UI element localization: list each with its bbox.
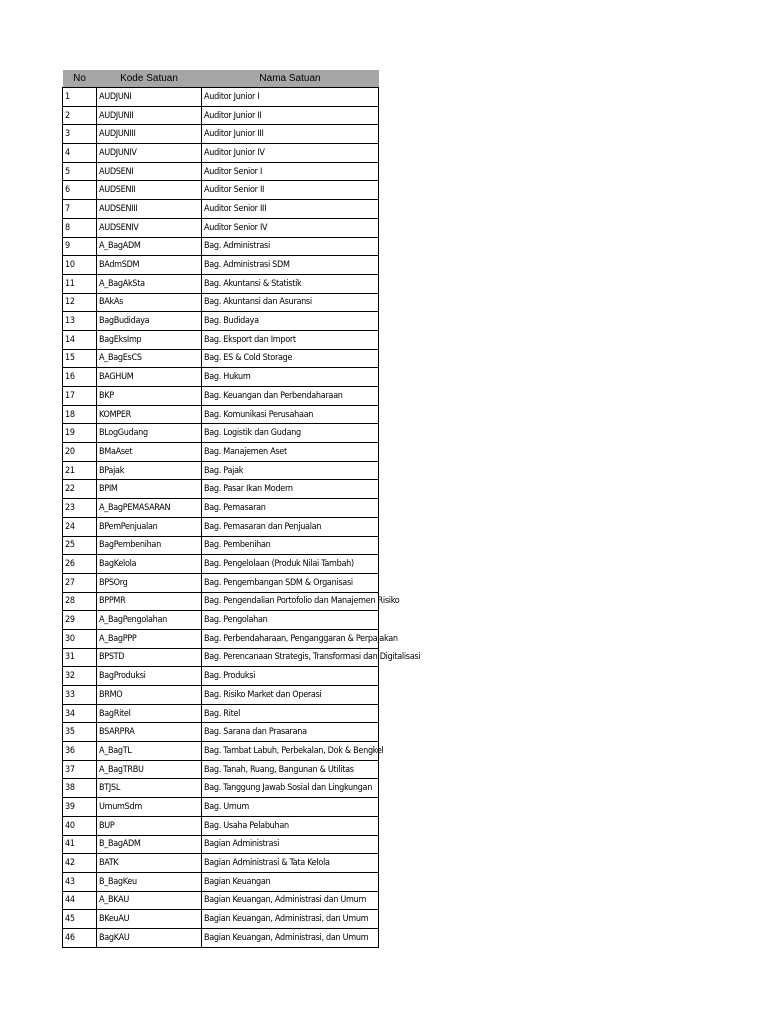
cell-nama-satuan xyxy=(202,704,379,723)
cell-no: 46 xyxy=(63,928,97,947)
table-row xyxy=(63,274,379,293)
cell-nama-satuan xyxy=(202,312,379,331)
cell-kode-satuan: BLogGudang xyxy=(97,424,202,443)
cell-no: 30 xyxy=(63,629,97,648)
cell-no: 24 xyxy=(63,517,97,536)
cell-nama-satuan xyxy=(202,910,379,929)
cell-nama-satuan xyxy=(202,592,400,611)
cell-nama-satuan-text: Auditor Senior I xyxy=(204,166,263,177)
table-row xyxy=(63,88,379,107)
cell-nama-satuan-text: Bag. Administrasi xyxy=(204,241,270,252)
cell-nama-satuan-text: Auditor Junior III xyxy=(204,129,264,140)
cell-nama-satuan xyxy=(202,667,379,686)
cell-kode-satuan: BPSTD xyxy=(97,648,202,667)
cell-kode-satuan: A_BagPEMASARAN xyxy=(97,499,202,518)
table-row xyxy=(63,181,379,200)
cell-no: 17 xyxy=(63,387,97,406)
cell-nama-satuan xyxy=(202,349,379,368)
table-row xyxy=(63,293,379,312)
cell-kode-satuan: BPPMR xyxy=(97,592,202,611)
cell-no: 42 xyxy=(63,854,97,873)
cell-no: 25 xyxy=(63,536,97,555)
cell-nama-satuan-text: Bag. Manajemen Aset xyxy=(204,446,287,457)
cell-nama-satuan-text: Bag. Pemasaran dan Penjualan xyxy=(204,521,322,532)
cell-no: 44 xyxy=(63,891,97,910)
cell-nama-satuan xyxy=(202,648,421,667)
cell-nama-satuan xyxy=(202,555,379,574)
cell-no: 28 xyxy=(63,592,97,611)
cell-nama-satuan xyxy=(202,499,379,518)
cell-kode-satuan: BUP xyxy=(97,816,202,835)
table-row xyxy=(63,723,379,742)
cell-nama-satuan-text: Bag. Eksport dan Import xyxy=(204,334,296,345)
cell-nama-satuan-text: Bag. Tanah, Ruang, Bangunan & Utilitas xyxy=(204,764,354,775)
cell-kode-satuan: AUDSENIII xyxy=(97,200,202,219)
cell-nama-satuan xyxy=(202,798,379,817)
table-row xyxy=(63,218,379,237)
cell-no: 35 xyxy=(63,723,97,742)
cell-kode-satuan: BMaAset xyxy=(97,443,202,462)
cell-nama-satuan xyxy=(202,405,379,424)
cell-nama-satuan-text: Bag. Pengelolaan (Produk Nilai Tambah) xyxy=(204,559,354,570)
cell-no: 13 xyxy=(63,312,97,331)
cell-kode-satuan: BKeuAU xyxy=(97,910,202,929)
cell-nama-satuan-text: Bag. Keuangan dan Perbendaharaan xyxy=(204,390,343,401)
cell-kode-satuan: BAGHUM xyxy=(97,368,202,387)
cell-no: 41 xyxy=(63,835,97,854)
cell-no: 36 xyxy=(63,742,97,761)
table-row xyxy=(63,854,379,873)
cell-no: 45 xyxy=(63,910,97,929)
cell-no: 34 xyxy=(63,704,97,723)
cell-nama-satuan-text: Bag. Sarana dan Prasarana xyxy=(204,727,307,738)
cell-no: 12 xyxy=(63,293,97,312)
cell-nama-satuan-text: Bag. Umum xyxy=(204,801,249,812)
table-row xyxy=(63,667,379,686)
cell-nama-satuan xyxy=(202,200,379,219)
cell-no: 5 xyxy=(63,162,97,181)
table-row xyxy=(63,798,379,817)
cell-kode-satuan: AUDJUNIII xyxy=(97,125,202,144)
cell-no: 38 xyxy=(63,779,97,798)
cell-no: 40 xyxy=(63,816,97,835)
table-row xyxy=(63,256,379,275)
cell-kode-satuan: AUDSENII xyxy=(97,181,202,200)
cell-kode-satuan: A_BagTL xyxy=(97,742,202,761)
cell-kode-satuan: BSARPRA xyxy=(97,723,202,742)
cell-no: 32 xyxy=(63,667,97,686)
cell-no: 21 xyxy=(63,461,97,480)
cell-nama-satuan-text: Auditor Junior IV xyxy=(204,147,265,158)
table-row xyxy=(63,872,379,891)
cell-nama-satuan xyxy=(202,144,379,163)
cell-no: 9 xyxy=(63,237,97,256)
cell-nama-satuan-text: Bag. Pemasaran xyxy=(204,502,266,513)
cell-nama-satuan-text: Auditor Junior II xyxy=(204,110,262,121)
table-row xyxy=(63,629,379,648)
cell-kode-satuan: AUDSENI xyxy=(97,162,202,181)
cell-no: 39 xyxy=(63,798,97,817)
cell-nama-satuan xyxy=(202,256,379,275)
cell-no: 18 xyxy=(63,405,97,424)
table-row xyxy=(63,592,379,611)
cell-kode-satuan: BTJSL xyxy=(97,779,202,798)
cell-no: 6 xyxy=(63,181,97,200)
cell-nama-satuan xyxy=(202,629,398,648)
cell-nama-satuan-text: Bag. Pembenihan xyxy=(204,540,271,551)
cell-nama-satuan xyxy=(202,293,379,312)
cell-no: 31 xyxy=(63,648,97,667)
cell-no: 20 xyxy=(63,443,97,462)
cell-kode-satuan: A_BagAkSta xyxy=(97,274,202,293)
cell-no: 10 xyxy=(63,256,97,275)
cell-nama-satuan-text: Bag. Tambat Labuh, Perbekalan, Dok & Bengkel xyxy=(204,745,384,756)
table-row xyxy=(63,125,379,144)
table-row xyxy=(63,910,379,929)
table-row xyxy=(63,312,379,331)
cell-nama-satuan xyxy=(202,686,379,705)
cell-nama-satuan-text: Bag. Pengolahan xyxy=(204,615,268,626)
cell-no: 33 xyxy=(63,686,97,705)
cell-no: 7 xyxy=(63,200,97,219)
cell-nama-satuan xyxy=(202,480,379,499)
cell-nama-satuan xyxy=(202,816,379,835)
cell-no: 22 xyxy=(63,480,97,499)
cell-nama-satuan-text: Bag. Usaha Pelabuhan xyxy=(204,820,289,831)
cell-kode-satuan: A_BagADM xyxy=(97,237,202,256)
cell-nama-satuan xyxy=(202,760,379,779)
table-row xyxy=(63,742,379,761)
table-row xyxy=(63,387,379,406)
cell-nama-satuan xyxy=(202,835,379,854)
cell-nama-satuan-text: Auditor Senior IV xyxy=(204,222,268,233)
table-row xyxy=(63,760,379,779)
cell-kode-satuan: BagBudidaya xyxy=(97,312,202,331)
cell-kode-satuan: KOMPER xyxy=(97,405,202,424)
table-row xyxy=(63,480,379,499)
cell-nama-satuan xyxy=(202,162,379,181)
cell-kode-satuan: BKP xyxy=(97,387,202,406)
cell-no: 26 xyxy=(63,555,97,574)
cell-no: 16 xyxy=(63,368,97,387)
cell-no: 14 xyxy=(63,330,97,349)
cell-nama-satuan xyxy=(202,611,379,630)
cell-nama-satuan-text: Bag. Akuntansi & Statistik xyxy=(204,278,302,289)
cell-nama-satuan xyxy=(202,443,379,462)
cell-nama-satuan xyxy=(202,218,379,237)
cell-nama-satuan xyxy=(202,237,379,256)
cell-nama-satuan-text: Bag. Pengembangan SDM & Organisasi xyxy=(204,577,353,588)
cell-no: 23 xyxy=(63,499,97,518)
cell-kode-satuan: BagRitel xyxy=(97,704,202,723)
cell-kode-satuan: AUDJUNI xyxy=(97,88,202,107)
cell-nama-satuan xyxy=(202,424,379,443)
cell-no: 1 xyxy=(63,88,97,107)
cell-kode-satuan: A_BagPPP xyxy=(97,629,202,648)
cell-nama-satuan-text: Bag. Perencanaan Strategis, Transformasi dan Digitalisasi xyxy=(204,652,421,663)
table-row xyxy=(63,555,379,574)
header-nama-satuan: Nama Satuan xyxy=(202,70,379,88)
table-row xyxy=(63,443,379,462)
cell-kode-satuan: A_BagPengolahan xyxy=(97,611,202,630)
satuan-table-container xyxy=(62,70,421,948)
cell-nama-satuan-text: Bagian Keuangan, Administrasi, dan Umum xyxy=(204,914,369,925)
table-header-row xyxy=(63,70,379,88)
cell-kode-satuan: BPemPenjualan xyxy=(97,517,202,536)
table-row xyxy=(63,704,379,723)
cell-nama-satuan xyxy=(202,573,379,592)
table-row xyxy=(63,106,379,125)
table-row xyxy=(63,405,379,424)
table-row xyxy=(63,816,379,835)
cell-kode-satuan: BagPembenihan xyxy=(97,536,202,555)
cell-nama-satuan xyxy=(202,88,379,107)
cell-nama-satuan-text: Bagian Keuangan xyxy=(204,876,271,887)
cell-no: 2 xyxy=(63,106,97,125)
cell-nama-satuan-text: Bag. Pengendalian Portofolio dan Manajemen Risiko xyxy=(204,596,400,607)
table-row xyxy=(63,648,379,667)
table-row xyxy=(63,499,379,518)
table-row xyxy=(63,573,379,592)
cell-kode-satuan: BPSOrg xyxy=(97,573,202,592)
cell-nama-satuan xyxy=(202,387,379,406)
cell-nama-satuan xyxy=(202,536,379,555)
cell-kode-satuan: A_BagTRBU xyxy=(97,760,202,779)
cell-no: 29 xyxy=(63,611,97,630)
cell-kode-satuan: AUDJUNIV xyxy=(97,144,202,163)
cell-nama-satuan xyxy=(202,106,379,125)
cell-nama-satuan xyxy=(202,891,379,910)
cell-no: 27 xyxy=(63,573,97,592)
cell-nama-satuan-text: Bag. Risiko Market dan Operasi xyxy=(204,689,322,700)
cell-nama-satuan-text: Bag. Ritel xyxy=(204,708,241,719)
cell-kode-satuan: A_BKAU xyxy=(97,891,202,910)
cell-kode-satuan: BPIM xyxy=(97,480,202,499)
cell-no: 11 xyxy=(63,274,97,293)
cell-no: 43 xyxy=(63,872,97,891)
cell-nama-satuan-text: Bag. Perbendaharaan, Penganggaran & Perpajakan xyxy=(204,633,398,644)
table-body xyxy=(63,88,421,948)
cell-nama-satuan-text: Bag. Hukum xyxy=(204,372,251,383)
cell-kode-satuan: BagProduksi xyxy=(97,667,202,686)
table-row xyxy=(63,517,379,536)
cell-no: 15 xyxy=(63,349,97,368)
cell-nama-satuan xyxy=(202,125,379,144)
cell-nama-satuan-text: Auditor Senior II xyxy=(204,185,265,196)
cell-kode-satuan: BagKelola xyxy=(97,555,202,574)
table-row xyxy=(63,200,379,219)
cell-no: 3 xyxy=(63,125,97,144)
cell-nama-satuan xyxy=(202,928,379,947)
cell-nama-satuan xyxy=(202,274,379,293)
cell-nama-satuan-text: Bag. Pasar Ikan Modern xyxy=(204,484,293,495)
table-row xyxy=(63,835,379,854)
table-row xyxy=(63,424,379,443)
cell-kode-satuan: BagEksImp xyxy=(97,330,202,349)
cell-nama-satuan xyxy=(202,872,379,891)
table-row xyxy=(63,536,379,555)
cell-no: 37 xyxy=(63,760,97,779)
cell-kode-satuan: AUDSENIV xyxy=(97,218,202,237)
cell-nama-satuan-text: Bag. Komunikasi Perusahaan xyxy=(204,409,314,420)
cell-kode-satuan: B_BagADM xyxy=(97,835,202,854)
cell-nama-satuan-text: Bagian Administrasi & Tata Kelola xyxy=(204,858,330,869)
cell-nama-satuan xyxy=(202,368,379,387)
cell-nama-satuan xyxy=(202,181,379,200)
cell-nama-satuan-text: Auditor Senior III xyxy=(204,203,267,214)
table-row xyxy=(63,611,379,630)
table-row xyxy=(63,237,379,256)
cell-kode-satuan: BPajak xyxy=(97,461,202,480)
cell-nama-satuan xyxy=(202,742,384,761)
cell-nama-satuan-text: Bag. ES & Cold Storage xyxy=(204,353,293,364)
cell-nama-satuan-text: Bagian Keuangan, Administrasi, dan Umum xyxy=(204,932,369,943)
cell-kode-satuan: B_BagKeu xyxy=(97,872,202,891)
cell-nama-satuan-text: Bagian Administrasi xyxy=(204,839,280,850)
cell-nama-satuan-text: Bag. Akuntansi dan Asuransi xyxy=(204,297,312,308)
cell-nama-satuan-text: Bag. Pajak xyxy=(204,465,244,476)
cell-kode-satuan: BagKAU xyxy=(97,928,202,947)
table-row xyxy=(63,144,379,163)
table-row xyxy=(63,368,379,387)
cell-nama-satuan xyxy=(202,461,379,480)
table-row xyxy=(63,330,379,349)
cell-kode-satuan: BAkAs xyxy=(97,293,202,312)
cell-kode-satuan: BAdmSDM xyxy=(97,256,202,275)
cell-nama-satuan-text: Bag. Budidaya xyxy=(204,316,259,327)
cell-no: 8 xyxy=(63,218,97,237)
table-row xyxy=(63,162,379,181)
cell-nama-satuan-text: Auditor Junior I xyxy=(204,91,260,102)
cell-kode-satuan: A_BagEsCS xyxy=(97,349,202,368)
cell-nama-satuan xyxy=(202,330,379,349)
table-row xyxy=(63,686,379,705)
cell-no: 19 xyxy=(63,424,97,443)
cell-nama-satuan-text: Bag. Tanggung Jawab Sosial dan Lingkungan xyxy=(204,783,373,794)
cell-kode-satuan: BRMO xyxy=(97,686,202,705)
cell-nama-satuan-text: Bag. Administrasi SDM xyxy=(204,260,290,271)
table-row xyxy=(63,349,379,368)
cell-kode-satuan: BATK xyxy=(97,854,202,873)
cell-kode-satuan: UmumSdm xyxy=(97,798,202,817)
header-kode-satuan: Kode Satuan xyxy=(97,70,202,88)
table-row xyxy=(63,928,379,947)
table-row xyxy=(63,779,379,798)
cell-no: 4 xyxy=(63,144,97,163)
cell-nama-satuan xyxy=(202,779,379,798)
table-row xyxy=(63,461,379,480)
cell-nama-satuan-text: Bagian Keuangan, Administrasi dan Umum xyxy=(204,895,367,906)
cell-nama-satuan-text: Bag. Logistik dan Gudang xyxy=(204,428,301,439)
satuan-table xyxy=(62,70,421,948)
cell-nama-satuan xyxy=(202,854,379,873)
table-row xyxy=(63,891,379,910)
cell-nama-satuan xyxy=(202,723,379,742)
cell-nama-satuan-text: Bag. Produksi xyxy=(204,671,256,682)
header-no: No xyxy=(63,70,97,88)
cell-nama-satuan xyxy=(202,517,379,536)
cell-kode-satuan: AUDJUNII xyxy=(97,106,202,125)
